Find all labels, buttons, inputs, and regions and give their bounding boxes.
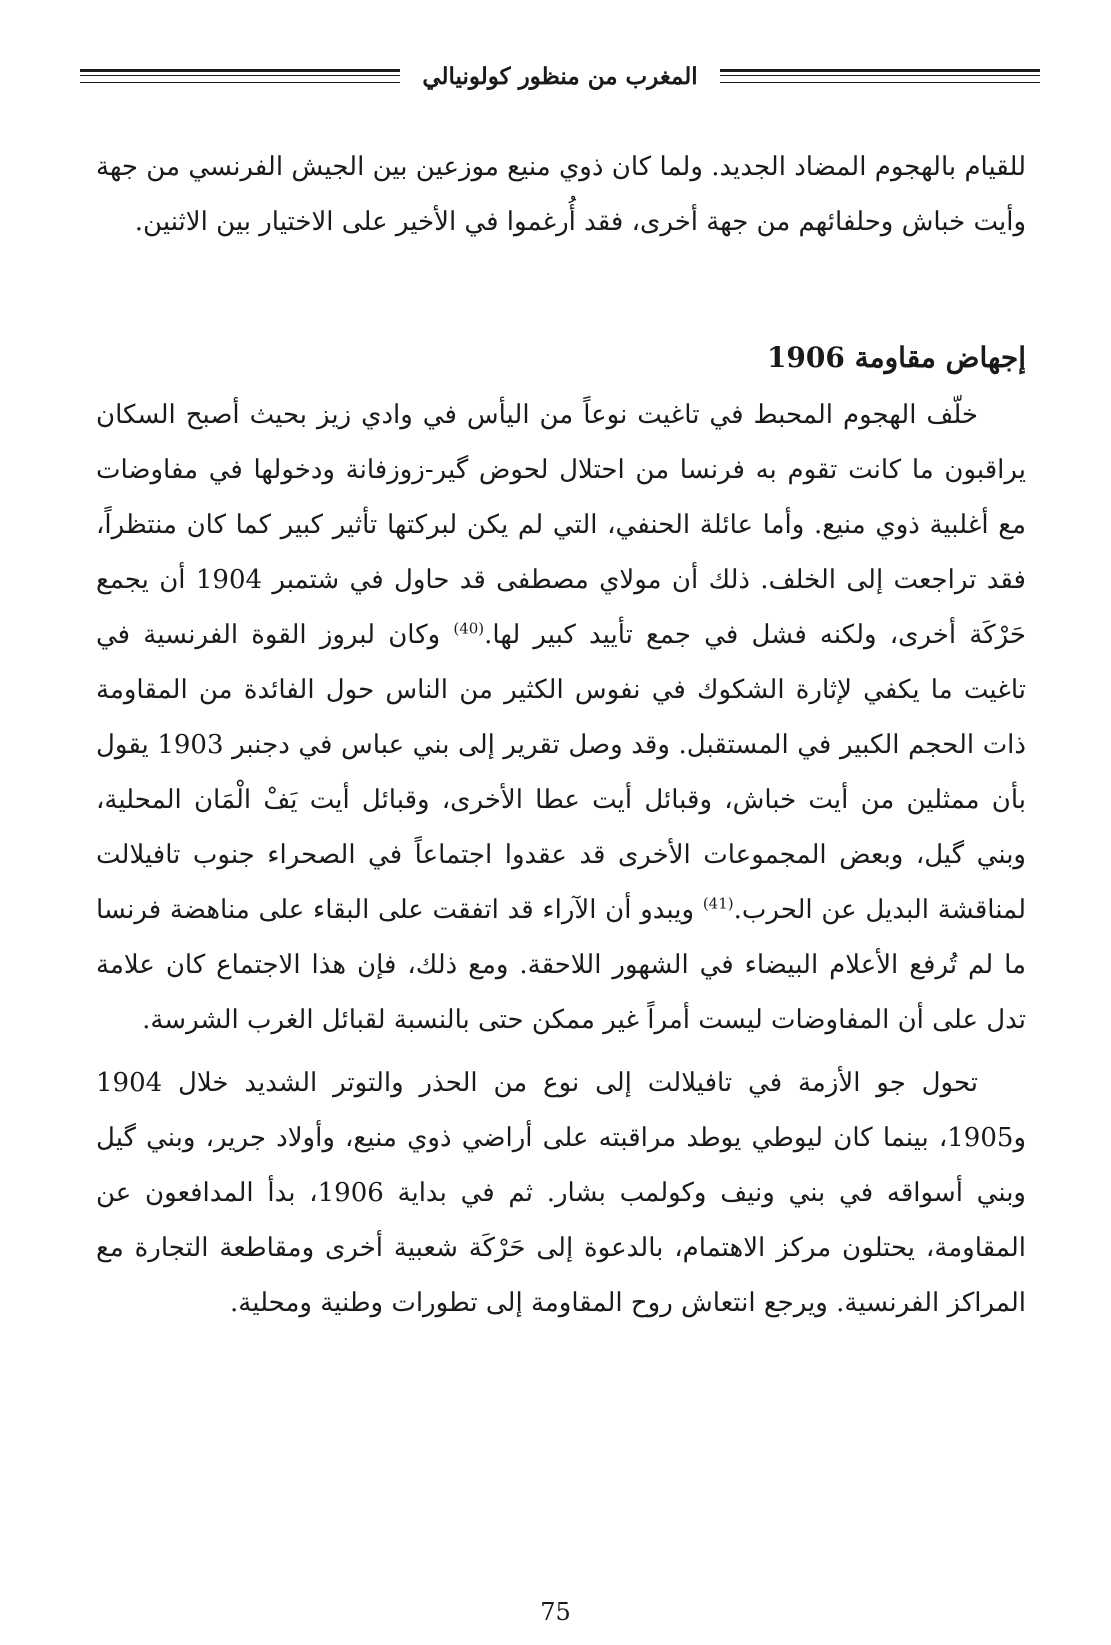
paragraph-2-part-1: خلّف الهجوم المحبط في تاغيت نوعاً من اليأس في وادي زيز بحيث أصبح السكان يراقبون ما كانت تقوم به فرنسا من احتلال لحوض گير-زوزفانة ودخولها في مفاوضات مع أغلبية ذوي منيع. وأما عائلة الحنفي، التي لم يكن لبركتها تأثير كبير كما كان منتظراً، فقد تراجعت إلى الخلف. ذلك أن مولاي مصطفى قد حاول في شتمبر 1904 أن يجمع حَرْكَة أخرى، ولكنه فشل في جمع تأييد كبير لها. [96, 400, 1027, 650]
footnote-ref-41: (41) [702, 894, 734, 913]
running-header-title: المغرب من منظور كولونيالي [422, 62, 698, 90]
page-number: 75 [540, 1598, 571, 1626]
header-rule-right [720, 69, 1040, 83]
page-body [96, 140, 1026, 1331]
section-heading: إجهاض مقاومة 1906 [766, 341, 1026, 374]
paragraph-2 [96, 388, 1026, 1048]
footnote-ref-40: (40) [453, 619, 485, 638]
paragraph-1: للقيام بالهجوم المضاد الجديد. ولما كان ذوي منيع موزعين بين الجيش الفرنسي من جهة وأيت خباش وحلفائهم من جهة أخرى، فقد أُرغموا في الأخير على الاختيار بين الاثنين. [96, 152, 1026, 237]
paragraph-2-part-3: ويبدو أن الآراء قد اتفقت على البقاء على مناهضة فرنسا ما لم تُرفع الأعلام البيضاء في الشهور اللاحقة. ومع ذلك، فإن هذا الاجتماع كان علامة تدل على أن المفاوضات ليست أمراً غير ممكن حتى بالنسبة لقبائل الغرب الشرسة. [96, 895, 1026, 1035]
paragraph-2-part-2: وكان لبروز القوة الفرنسية في تاغيت ما يكفي لإثارة الشكوك في نفوس الكثير من الناس حول الفائدة من المقاومة ذات الحجم الكبير في المستقبل. وقد وصل تقرير إلى بني عباس في دجنبر 1903 يقول بأن ممثلين من أيت خباش، وقبائل أيت عطا الأخرى، وقبائل أيت يَفْ الْمَان المحلية، وبني گيل، وبعض المجموعات الأخرى قد عقدوا اجتماعاً في الصحراء جنوب تافيلالت لمناقشة البديل عن الحرب. [96, 620, 1026, 925]
paragraph-3: تحول جو الأزمة في تافيلالت إلى نوع من الحذر والتوتر الشديد خلال 1904 و1905، بينما كان ليوطي يوطد مراقبته على أراضي ذوي منيع، وأولاد جرير، وبني گيل وبني أسواقه في بني ونيف وكولمب بشار. ثم في بداية 1906، بدأ المدافعون عن المقاومة، يحتلون مركز الاهتمام، بالدعوة إلى حَرْكَة شعبية أخرى ومقاطعة التجارة مع المراكز الفرنسية. ويرجع انتعاش روح المقاومة إلى تطورات وطنية ومحلية. [96, 1068, 1026, 1318]
header-rule-left [80, 69, 400, 83]
running-header [80, 58, 1040, 94]
